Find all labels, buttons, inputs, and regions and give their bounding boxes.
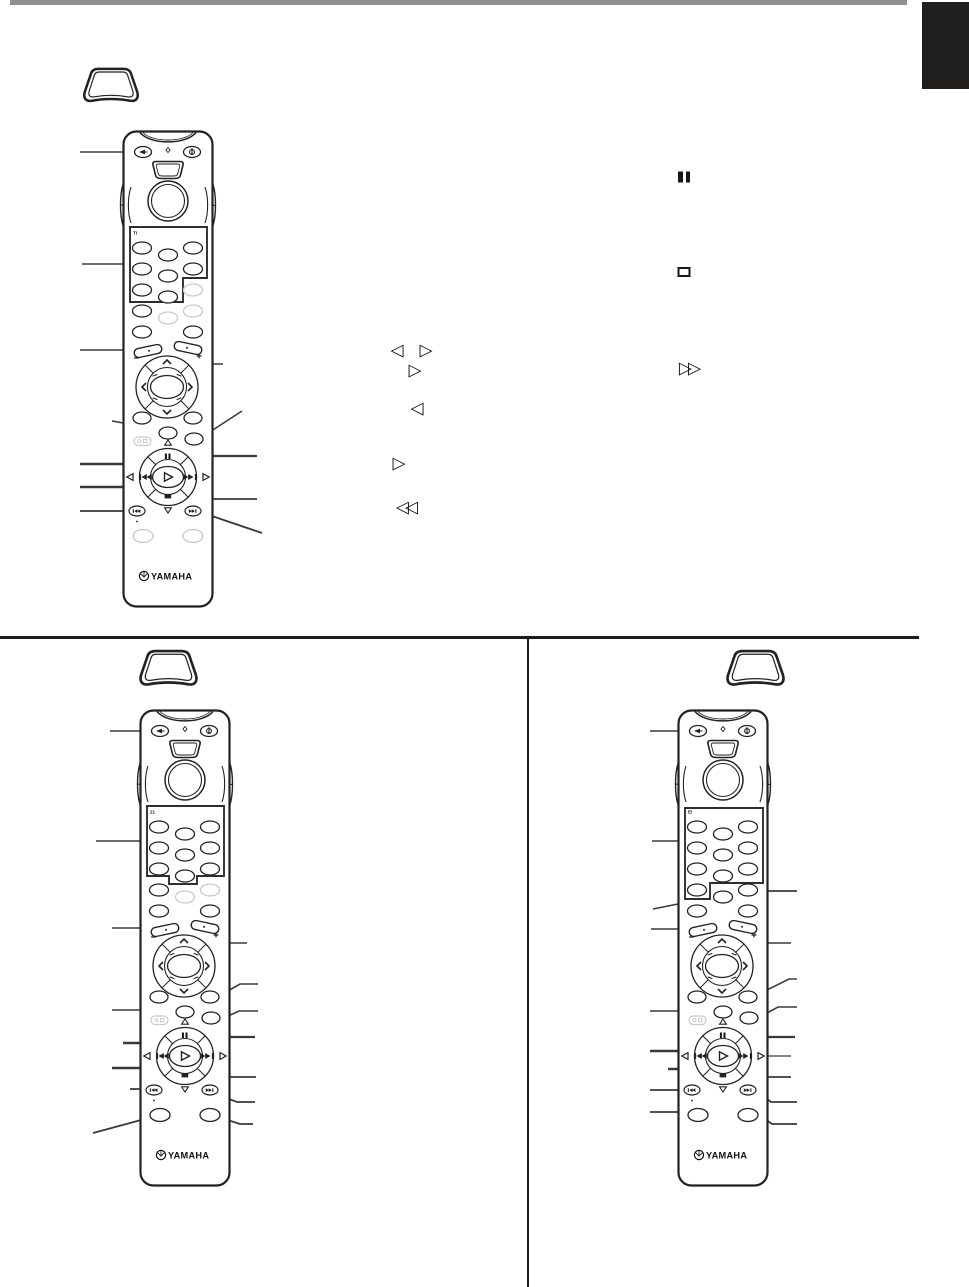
yamaha-logo-text: YAMAHA [706,1150,748,1161]
tv-screen-icon-art [135,648,202,689]
menu-button [133,412,151,424]
keypad-button [133,305,152,317]
stop-segment-icon [182,1073,189,1077]
input-select-button [690,726,707,737]
play-triangle-icon-glyph: ▷ [392,453,406,474]
keypad-button [688,821,707,833]
skip-back-button [684,1085,700,1095]
jog-circle-button [148,181,188,221]
bottom-right-button [183,530,203,543]
menu-button [688,991,706,1003]
dot-marker [153,1100,155,1102]
keypad-button [150,884,169,896]
display-button [202,1012,220,1024]
title-button [184,412,202,424]
tv-screen-icon [135,648,202,689]
tv-screen-icon [79,66,143,105]
keypad-button [688,842,707,854]
dot-marker [691,1100,693,1102]
keypad-button [688,863,707,875]
keypad-label: TI [133,230,137,236]
keypad-button [184,242,203,254]
remote-illustration-bottom-left [139,709,231,1187]
pause-icon [678,172,690,183]
menu-button [150,991,168,1003]
fast-forward-icon-glyph: ▷▷ [678,358,698,379]
keypad-button [159,249,178,261]
skip-back-triangle-icon [390,340,404,361]
stop-icon [678,267,691,277]
tv-screen-icon-art [79,66,143,105]
keypad-button [688,905,707,917]
keypad-button [739,905,758,917]
play-triangle-icon [392,453,406,474]
power-button [201,726,218,737]
reverse-triangle-icon-glyph: ◁ [410,398,424,419]
keypad-button [159,312,178,324]
keypad-button [739,884,758,896]
input-select-button [152,726,169,737]
keypad-label: 21 [150,809,156,815]
remote-illustration-bottom-right [677,709,769,1187]
keypad-button [133,242,152,254]
keypad-button [159,291,178,303]
keypad-button [714,891,733,903]
skip-back-button [129,506,145,516]
return-button [714,1006,732,1018]
disabled-pill-button [151,1016,168,1025]
jog-circle-button [703,760,743,800]
skip-forward-button [185,506,201,516]
remote-bottom-left-art [139,709,231,1187]
keypad-button [176,891,195,903]
stop-segment-icon [165,494,172,498]
bottom-left-button [688,1109,708,1122]
nav-dial [691,935,753,997]
title-button [201,991,219,1003]
display-button [185,433,203,445]
tv-screen-icon [722,648,789,689]
keypad-button [150,905,169,917]
power-button [184,147,201,158]
disabled-pill-button [689,1016,706,1025]
keypad-button [714,870,733,882]
tv-screen-icon-art [722,648,789,689]
keypad-button [176,849,195,861]
play-triangle-icon [408,360,422,381]
keypad-button [133,263,152,275]
display-button [740,1012,758,1024]
reverse-triangle-icon [410,398,424,419]
power-button [739,726,756,737]
keypad-button [184,263,203,275]
yamaha-logo-text: YAMAHA [151,571,193,582]
keypad-button [133,284,152,296]
jog-circle-button [165,760,205,800]
keypad-button [739,821,758,833]
remote-top-art [122,130,214,608]
keypad-button [201,905,220,917]
title-button [739,991,757,1003]
keypad-button [714,849,733,861]
pause-bars [678,172,690,183]
bottom-left-button [150,1109,170,1122]
return-button [176,1006,194,1018]
keypad-button [176,828,195,840]
skip-back-button [146,1085,162,1095]
bottom-left-button [133,530,153,543]
stop-segment-icon [720,1073,727,1077]
keypad-button [150,863,169,875]
keypad-button [184,326,203,338]
keypad-button [201,842,220,854]
keypad-button [184,305,203,317]
skip-back-triangle-icon-glyph: ◁ [390,340,404,361]
remote-illustration-top [122,130,214,608]
play-triangle-icon-glyph: ▷ [408,360,422,381]
keypad-button [150,821,169,833]
keypad-button [688,884,707,896]
bottom-right-button [200,1109,220,1122]
keypad-button [201,863,220,875]
keypad-button [150,842,169,854]
skip-forward-button [202,1085,218,1095]
input-select-button [135,147,152,158]
stop-box [678,267,691,277]
keypad-button [176,870,195,882]
keypad-button [739,842,758,854]
skip-forward-triangle-icon [419,340,433,361]
fast-forward-icon [678,358,701,379]
keypad-button [201,884,220,896]
nav-dial [136,356,198,418]
dot-marker [136,521,138,523]
remote-bottom-right-art [677,709,769,1187]
skip-forward-triangle-icon-glyph: ▷ [419,340,433,361]
yamaha-logo-text: YAMAHA [168,1150,210,1161]
keypad-button [184,284,203,296]
bottom-right-button [738,1109,758,1122]
keypad-button [739,863,758,875]
nav-dial [153,935,215,997]
keypad-button [714,828,733,840]
disabled-pill-button [134,437,151,446]
fast-reverse-icon-glyph: ◁◁ [395,497,415,518]
keypad-button [201,821,220,833]
keypad-button [159,270,178,282]
fast-reverse-icon [395,497,418,518]
skip-forward-button [740,1085,756,1095]
keypad-button [133,326,152,338]
keypad-label: EI [688,809,693,815]
return-button [159,427,177,439]
